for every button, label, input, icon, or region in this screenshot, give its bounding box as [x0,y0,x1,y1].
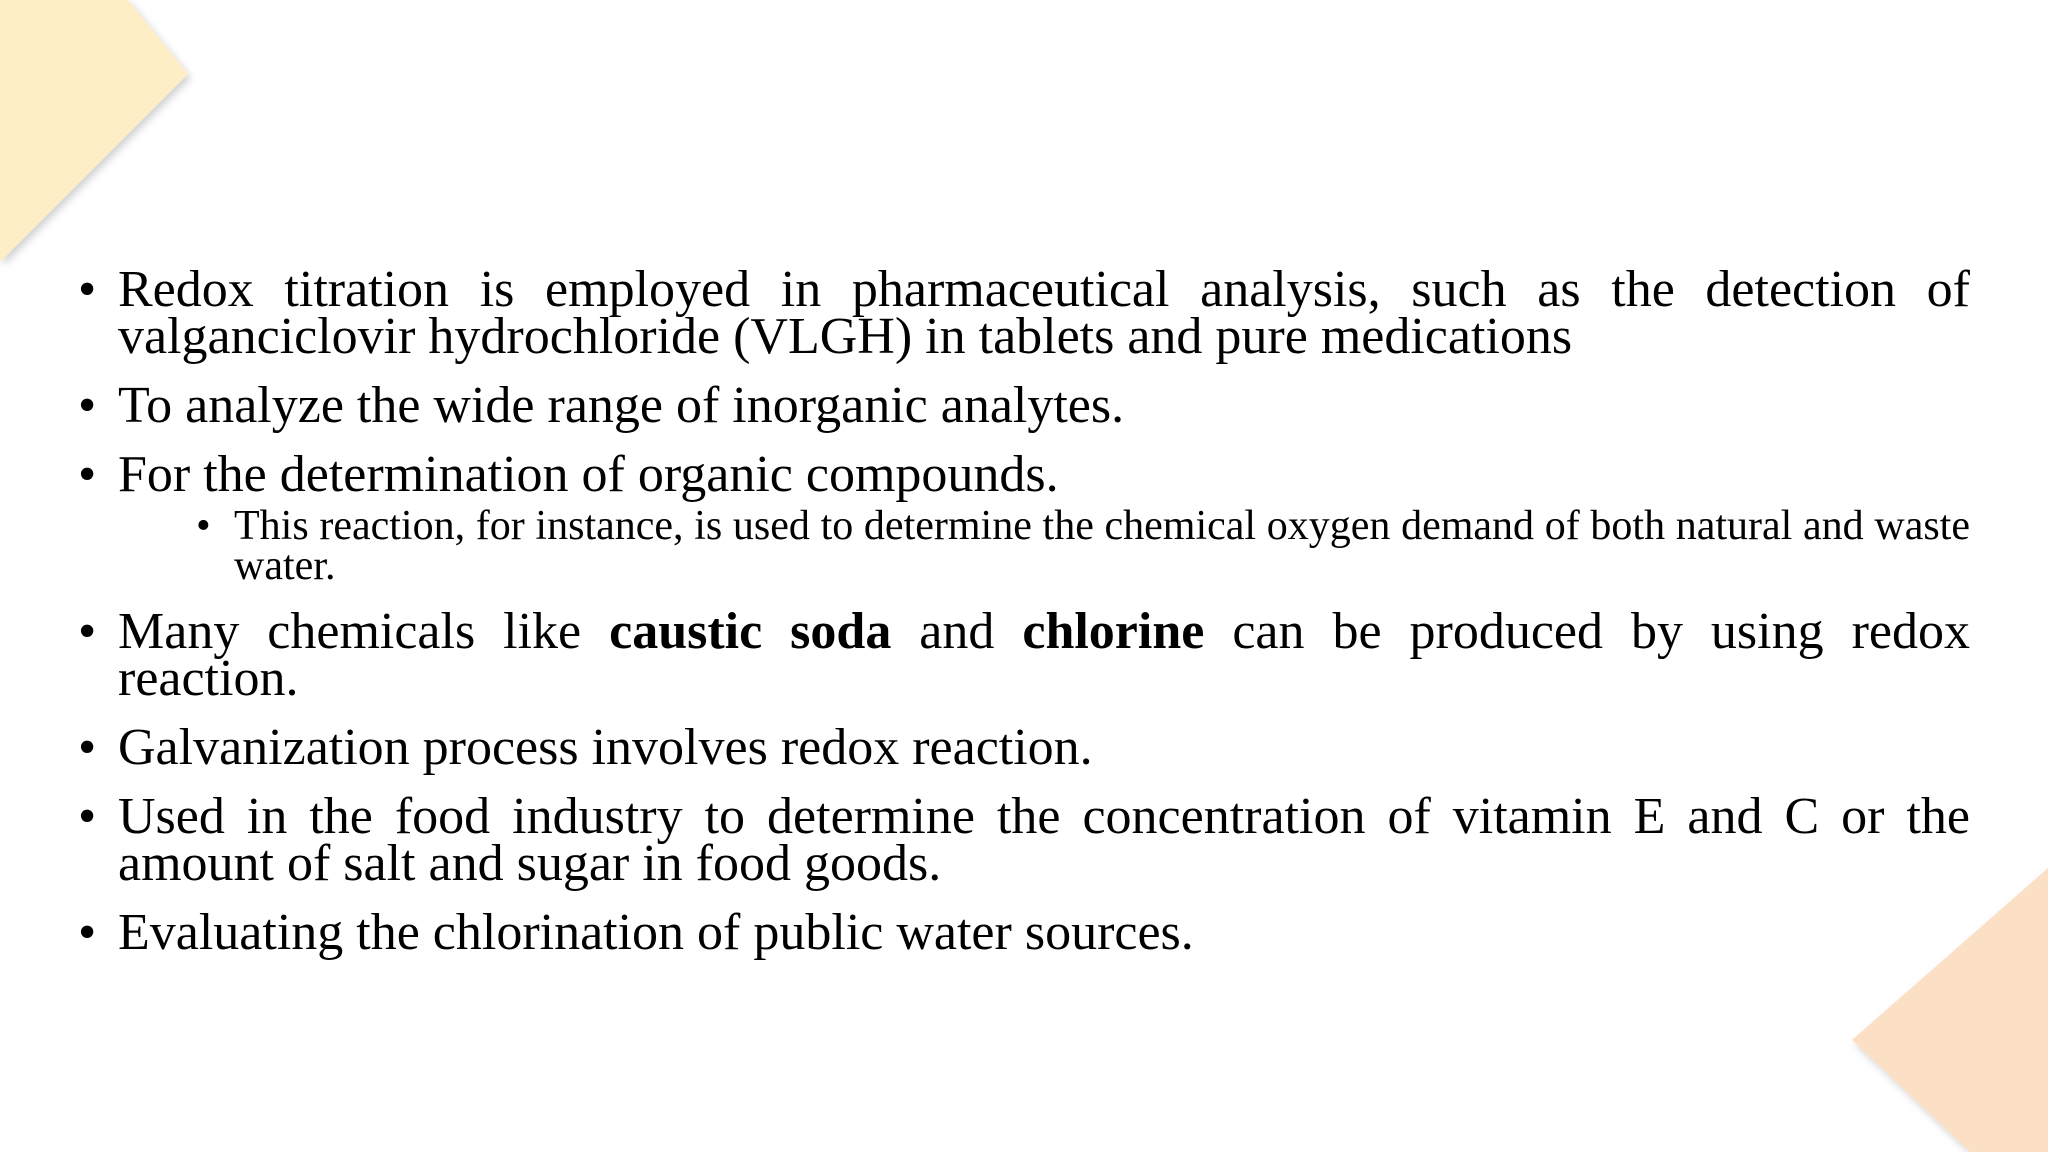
bullet-marker: • [78,377,97,434]
bullet-text-segment: can be produced by using redox reaction. [118,603,1970,707]
bullet-text: To analyze the wide range of inorganic analytes. [118,377,1125,434]
bullet-marker: • [78,904,97,961]
bullet-text-segment: and [891,603,1023,660]
bullet-item [78,446,1970,503]
sub-bullet-marker: • [196,503,211,549]
sub-bullet-text: This reaction, for instance, is used to determine the chemical oxygen demand of both natural and waste water. [234,503,1970,589]
sub-bullet-item [196,503,1970,589]
bullet-text: Used in the food industry to determine the concentration of vitamin E and C or the amount of salt and sugar in food goods. [118,788,1970,892]
bullet-text: Galvanization process involves redox reaction. [118,719,1093,776]
bullet-marker: • [78,719,97,776]
bullet-item [78,719,1970,776]
bullet-text: For the determination of organic compounds. [118,446,1059,503]
bullet-item [78,788,1970,892]
bullet-item [78,261,1970,365]
bullet-marker: • [78,788,97,845]
bullet-item [78,603,1970,707]
bullet-marker: • [78,446,97,503]
bullet-text: Redox titration is employed in pharmaceutical analysis, such as the detection of valganciclovir hydrochloride (VLGH) in tablets and pure medications [118,261,1970,365]
bold-term: caustic soda [609,603,892,660]
bullet-text-segment: Many chemicals like [118,603,610,660]
bullet-item [78,377,1970,434]
bold-term: chlorine [1022,603,1205,660]
bullet-marker: • [78,261,97,318]
top-left-corner-shape [0,0,188,262]
bullet-text: Evaluating the chlorination of public water sources. [118,904,1194,961]
bullet-list [78,261,1970,978]
bullet-marker: • [78,603,97,660]
bullet-item [78,904,1970,961]
